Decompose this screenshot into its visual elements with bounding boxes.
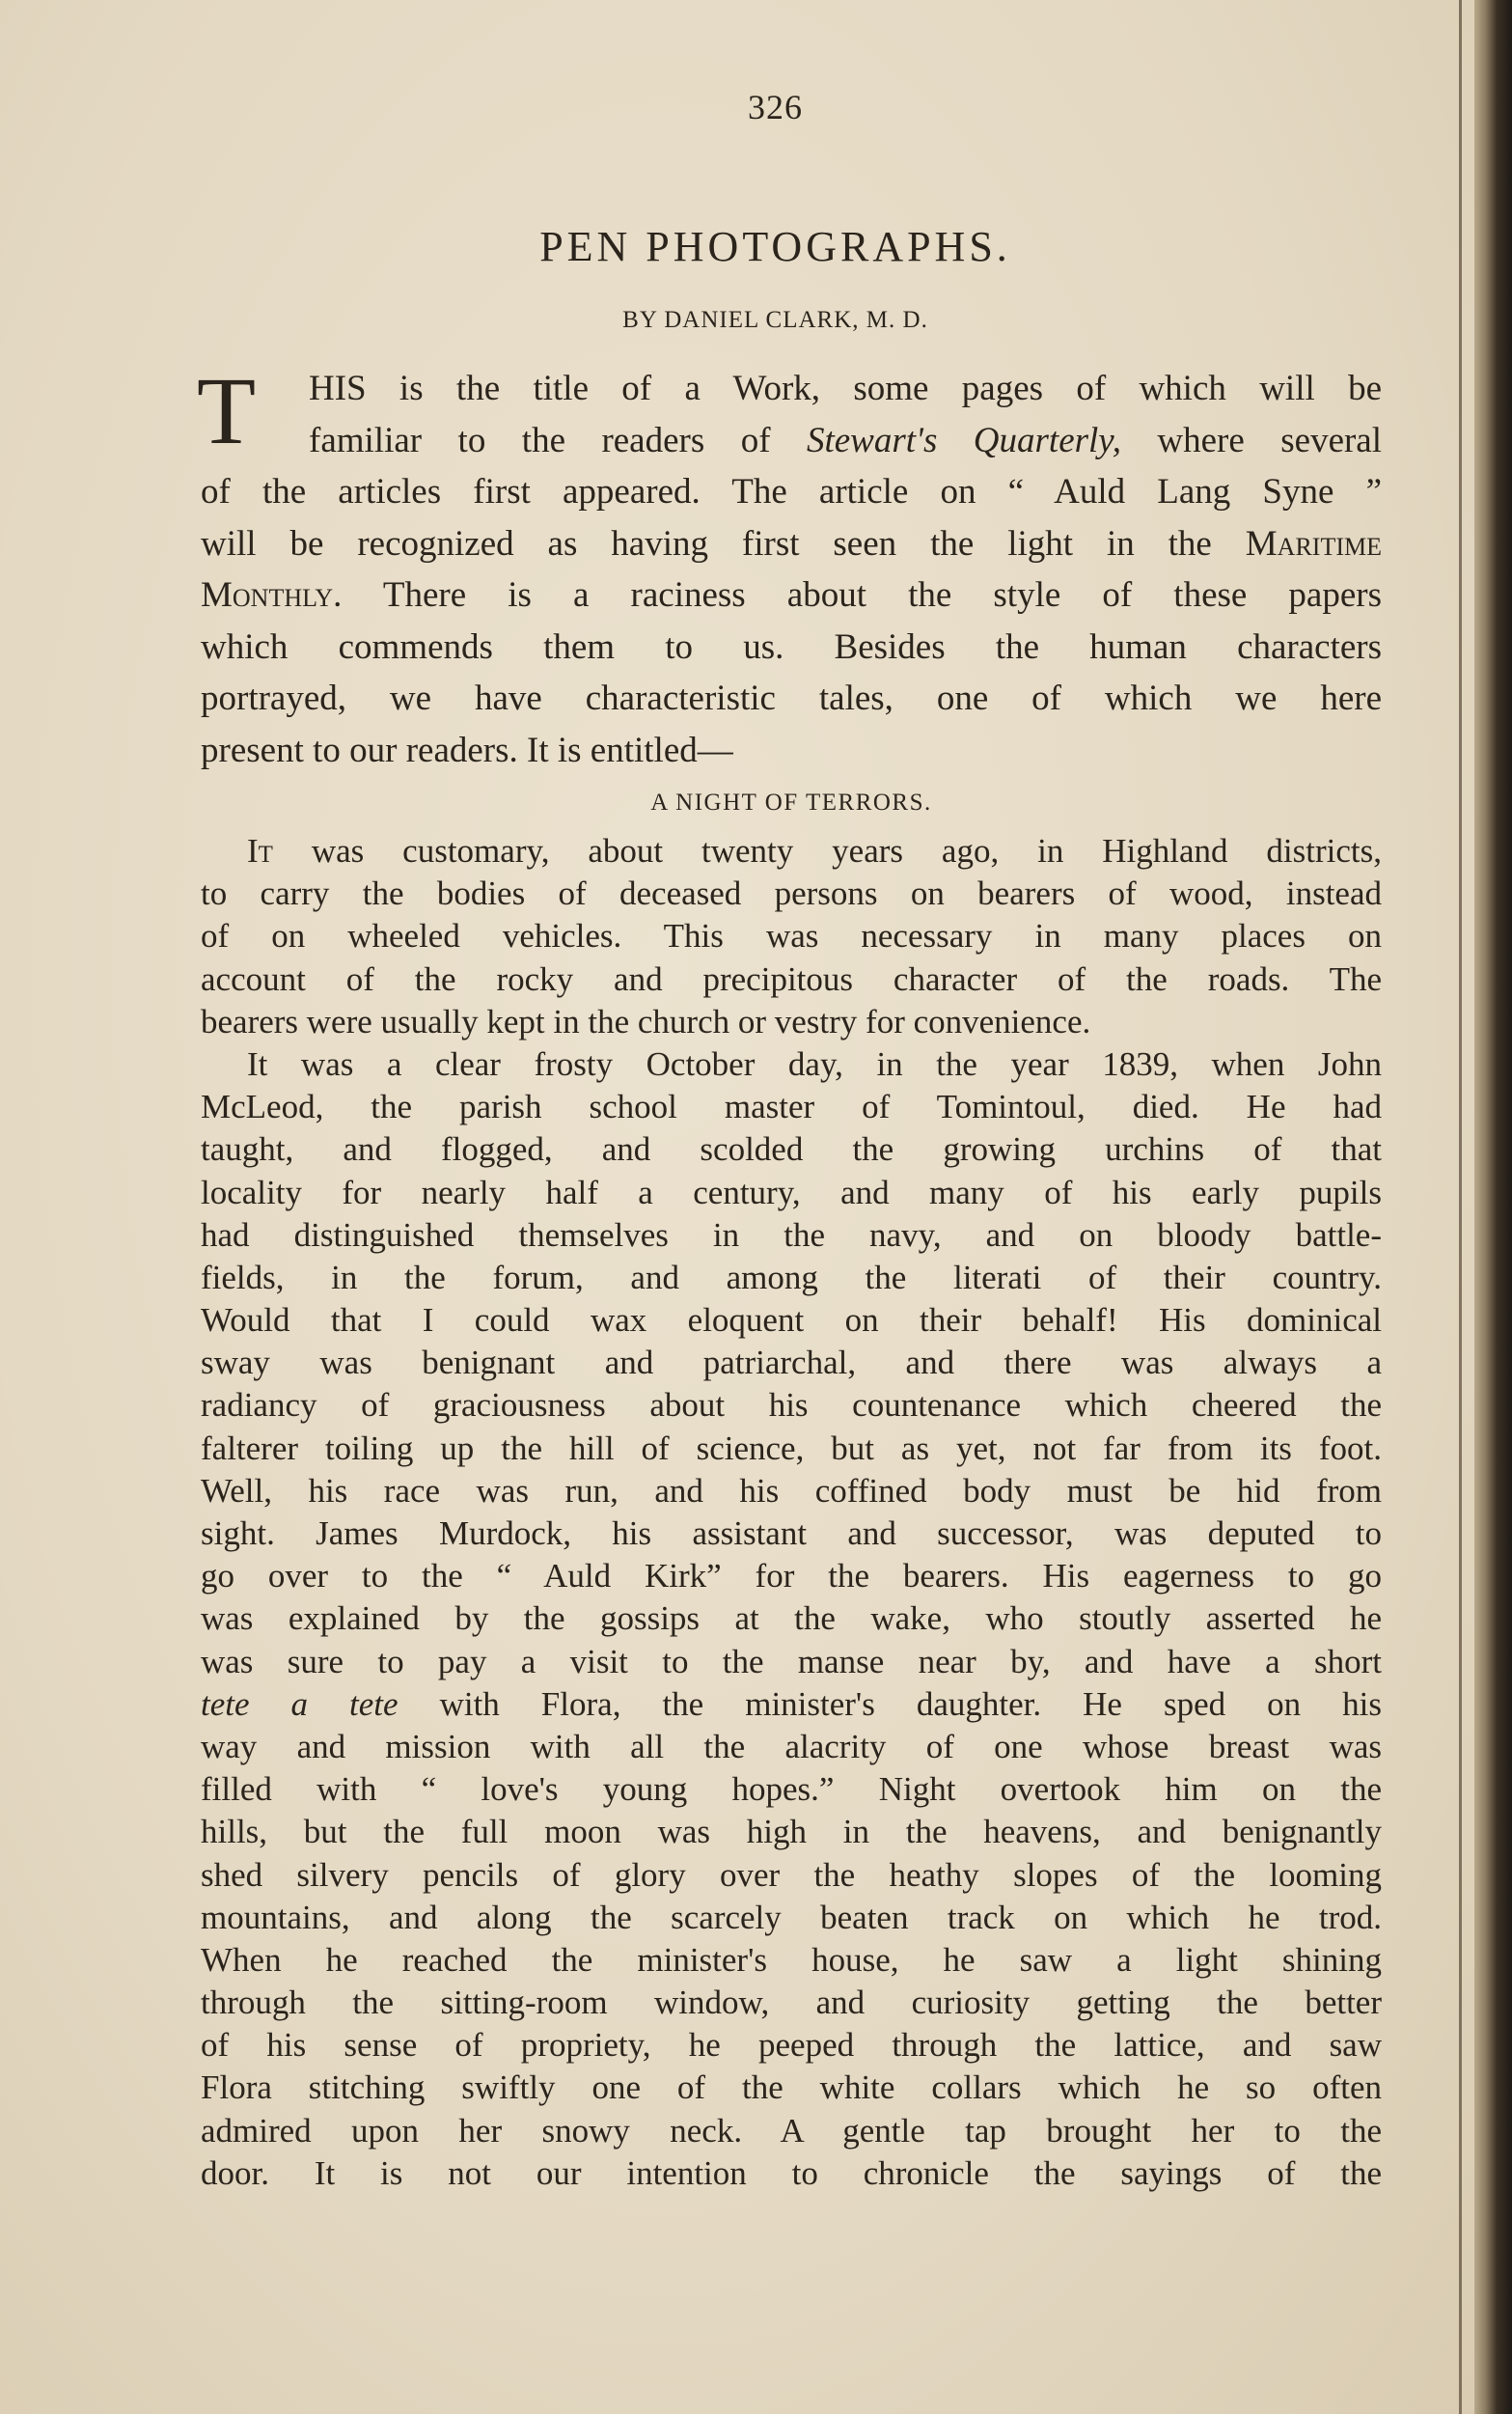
- intro-line: of the articles first appeared. The article on “ Auld Lang Syne ”: [201, 472, 1382, 512]
- story-line: taught, and flogged, and scolded the growing urchins of that: [201, 1130, 1382, 1169]
- page-edge: [1474, 0, 1512, 2414]
- story-line: When he reached the minister's house, he saw a light shining: [201, 1940, 1382, 1979]
- intro-line: portrayed, we have characteristic tales, one of which we here: [201, 679, 1382, 718]
- story-line: of on wheeled vehicles. This was necessary in many places on: [201, 917, 1382, 956]
- story-line: shed silvery pencils of glory over the heathy slopes of the looming: [201, 1855, 1382, 1894]
- article-body: [197, 357, 1383, 2195]
- story-line: falterer toiling up the hill of science, but as yet, not far from its foot.: [201, 1429, 1382, 1467]
- story-line: to carry the bodies of deceased persons on bearers of wood, instead: [201, 874, 1382, 913]
- story-line: through the sitting-room window, and curiosity getting the better: [201, 1984, 1382, 2022]
- intro-line: present to our readers. It is entitled—: [201, 730, 733, 770]
- story-line: Would that I could wax eloquent on their behalf! His dominical: [201, 1301, 1382, 1340]
- story-heading: A NIGHT OF TERRORS.: [650, 790, 932, 816]
- publication-name: Stewart's Quarterly,: [806, 420, 1121, 460]
- italic-phrase: tete a tete: [201, 1684, 399, 1723]
- story-line: fields, in the forum, and among the literati of their country.: [201, 1258, 1382, 1296]
- intro-line: familiar to the readers of Stewart's Quarterly, where several: [309, 420, 1383, 460]
- intro-line: which commends them to us. Besides the human characters: [201, 626, 1382, 667]
- intro-line: Monthly. There is a raciness about the style of these papers: [201, 575, 1382, 615]
- story-line: sight. James Murdock, his assistant and successor, was deputed to: [201, 1514, 1382, 1552]
- story-line: radiancy of graciousness about his countenance which cheered the: [201, 1386, 1382, 1425]
- intro-line: will be recognized as having first seen the light in the Maritime: [201, 523, 1382, 564]
- story-line: locality for nearly half a century, and many of his early pupils: [201, 1173, 1382, 1211]
- story-line: It was customary, about twenty years ago, in Highland districts,: [247, 832, 1382, 870]
- publication-name: Monthly.: [201, 575, 343, 615]
- story-line: mountains, and along the scarcely beaten track on which he trod.: [201, 1898, 1382, 1936]
- story-line: of his sense of propriety, he peeped through the lattice, and saw: [201, 2026, 1382, 2065]
- byline: BY DANIEL CLARK, M. D.: [622, 307, 928, 333]
- story-line: way and mission with all the alacrity of one whose breast was: [201, 1727, 1382, 1765]
- story-line: It was a clear frosty October day, in the year 1839, when John: [247, 1044, 1382, 1083]
- story-line: Flora stitching swiftly one of the white collars which he so often: [201, 2068, 1382, 2107]
- drop-cap: T: [197, 357, 257, 464]
- story-line: was sure to pay a visit to the manse near by, and have a short: [201, 1642, 1382, 1680]
- story-text: [201, 830, 1382, 2195]
- intro-paragraph: [197, 357, 1383, 776]
- story-line: had distinguished themselves in the navy, and on bloody battle-: [201, 1215, 1382, 1254]
- story-line: admired upon her snowy neck. A gentle tap brought her to the: [201, 2111, 1382, 2150]
- story-line: sway was benignant and patriarchal, and there was always a: [201, 1344, 1382, 1382]
- article-title: PEN PHOTOGRAPHS.: [539, 223, 1011, 270]
- publication-name: Maritime: [1245, 523, 1382, 564]
- story-line: account of the rocky and precipitous character of the roads. The: [201, 959, 1382, 998]
- binding-gutter: [1459, 0, 1462, 2414]
- story-line: bearers were usually kept in the church or vestry for convenience.: [201, 1002, 1091, 1041]
- story-line: Well, his race was run, and his coffined body must be hid from: [201, 1471, 1382, 1510]
- story-line: McLeod, the parish school master of Tomintoul, died. He had: [201, 1088, 1382, 1126]
- intro-line: HIS is the title of a Work, some pages of which will be: [309, 369, 1382, 408]
- story-line: filled with “ love's young hopes.” Night overtook him on the: [201, 1770, 1382, 1809]
- story-line: hills, but the full moon was high in the heavens, and benignantly: [201, 1813, 1382, 1851]
- story-line: was explained by the gossips at the wake, who stoutly asserted he: [201, 1599, 1382, 1638]
- story-line: go over to the “ Auld Kirk” for the bearers. His eagerness to go: [201, 1557, 1382, 1595]
- page-number: 326: [748, 88, 803, 126]
- story-line: tete a tete with Flora, the minister's daughter. He sped on his: [201, 1684, 1382, 1723]
- story-line: door. It is not our intention to chronicle the sayings of the: [201, 2153, 1382, 2192]
